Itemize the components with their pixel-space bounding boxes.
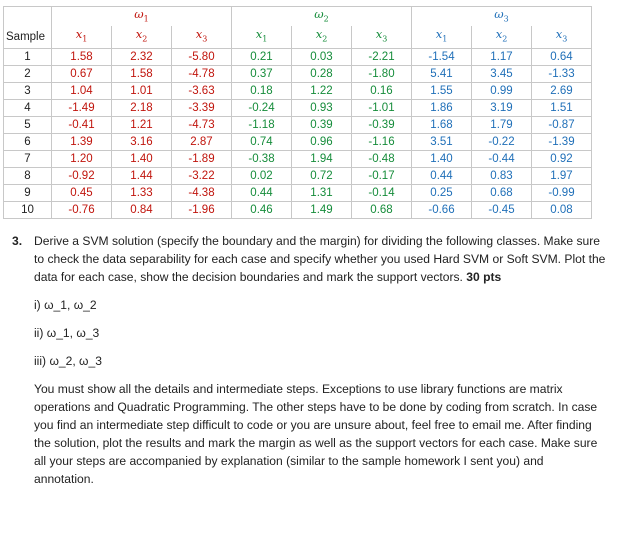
value-cell-w3-x1: 5.41 bbox=[412, 65, 472, 82]
value-cell-w2-x1: 0.74 bbox=[232, 133, 292, 150]
value-cell-w2-x2: 0.72 bbox=[292, 167, 352, 184]
variable-symbol: x bbox=[135, 27, 143, 42]
value-cell-w3-x2: 1.17 bbox=[472, 48, 532, 65]
table-row bbox=[4, 184, 592, 201]
variable-header-x3 bbox=[532, 26, 592, 48]
sample-number-cell: 1 bbox=[4, 48, 52, 65]
table-row bbox=[4, 201, 592, 218]
question-prompt-text: Derive a SVM solution (specify the boundary and the margin) for dividing the following classes. Make sure to check the data separability for each case and specify whether you used Hard SVM or Soft SVM. Plot the data for each case, show the decision boundaries and mark the support vectors. bbox=[34, 234, 606, 284]
value-cell-w1-x2: 1.58 bbox=[112, 65, 172, 82]
value-cell-w1-x3: -3.39 bbox=[172, 99, 232, 116]
variable-header-x2 bbox=[472, 26, 532, 48]
table-row bbox=[4, 99, 592, 116]
value-cell-w3-x2: 0.99 bbox=[472, 82, 532, 99]
value-cell-w1-x3: -3.63 bbox=[172, 82, 232, 99]
variable-header-x1 bbox=[52, 26, 112, 48]
sample-number-cell: 7 bbox=[4, 150, 52, 167]
sample-number-cell: 9 bbox=[4, 184, 52, 201]
question-prompt bbox=[34, 232, 606, 286]
variable-header-x3 bbox=[172, 26, 232, 48]
value-cell-w2-x1: -0.38 bbox=[232, 150, 292, 167]
value-cell-w1-x1: -0.76 bbox=[52, 201, 112, 218]
variable-symbol: x bbox=[435, 27, 443, 42]
value-cell-w1-x3: -3.22 bbox=[172, 167, 232, 184]
variable-symbol: x bbox=[375, 27, 383, 42]
class-header-w1 bbox=[52, 7, 232, 27]
variable-index: 1 bbox=[82, 34, 88, 44]
value-cell-w3-x2: 0.68 bbox=[472, 184, 532, 201]
value-cell-w1-x3: -4.78 bbox=[172, 65, 232, 82]
value-cell-w3-x1: 1.68 bbox=[412, 116, 472, 133]
value-cell-w2-x3: -0.17 bbox=[352, 167, 412, 184]
value-cell-w2-x1: -0.24 bbox=[232, 99, 292, 116]
sample-number-cell: 6 bbox=[4, 133, 52, 150]
variable-symbol: x bbox=[315, 27, 323, 42]
class-index: 1 bbox=[143, 14, 149, 24]
value-cell-w2-x1: 0.02 bbox=[232, 167, 292, 184]
question-number: 3. bbox=[12, 234, 23, 248]
value-cell-w3-x3: 2.69 bbox=[532, 82, 592, 99]
value-cell-w1-x2: 1.44 bbox=[112, 167, 172, 184]
value-cell-w2-x3: -0.14 bbox=[352, 184, 412, 201]
corner-cell bbox=[4, 7, 52, 27]
table-row bbox=[4, 133, 592, 150]
value-cell-w2-x1: 0.37 bbox=[232, 65, 292, 82]
value-cell-w2-x3: -2.21 bbox=[352, 48, 412, 65]
value-cell-w3-x3: 0.92 bbox=[532, 150, 592, 167]
case-item-3: iii) ω_2, ω_3 bbox=[34, 354, 102, 368]
value-cell-w3-x2: -0.45 bbox=[472, 201, 532, 218]
value-cell-w1-x1: -0.92 bbox=[52, 167, 112, 184]
value-cell-w2-x2: 1.22 bbox=[292, 82, 352, 99]
value-cell-w2-x3: -1.01 bbox=[352, 99, 412, 116]
class-header-w2 bbox=[232, 7, 412, 27]
table-row bbox=[4, 82, 592, 99]
value-cell-w1-x3: -4.73 bbox=[172, 116, 232, 133]
variable-index: 2 bbox=[142, 34, 148, 44]
value-cell-w1-x1: 1.04 bbox=[52, 82, 112, 99]
value-cell-w2-x2: 0.28 bbox=[292, 65, 352, 82]
value-cell-w1-x2: 0.84 bbox=[112, 201, 172, 218]
table-row bbox=[4, 150, 592, 167]
case-item-1: i) ω_1, ω_2 bbox=[34, 298, 97, 312]
variable-header-row bbox=[4, 26, 592, 48]
value-cell-w3-x3: -1.39 bbox=[532, 133, 592, 150]
sample-number-cell: 3 bbox=[4, 82, 52, 99]
value-cell-w3-x1: -0.66 bbox=[412, 201, 472, 218]
value-cell-w1-x3: 2.87 bbox=[172, 133, 232, 150]
variable-header-x2 bbox=[292, 26, 352, 48]
value-cell-w3-x1: 0.25 bbox=[412, 184, 472, 201]
value-cell-w2-x2: 0.93 bbox=[292, 99, 352, 116]
value-cell-w2-x2: 1.31 bbox=[292, 184, 352, 201]
variable-index: 1 bbox=[262, 34, 268, 44]
value-cell-w2-x1: -1.18 bbox=[232, 116, 292, 133]
table-row bbox=[4, 116, 592, 133]
value-cell-w2-x1: 0.44 bbox=[232, 184, 292, 201]
value-cell-w3-x3: -0.99 bbox=[532, 184, 592, 201]
value-cell-w3-x3: -1.33 bbox=[532, 65, 592, 82]
sample-number-cell: 2 bbox=[4, 65, 52, 82]
value-cell-w2-x1: 0.46 bbox=[232, 201, 292, 218]
table-row bbox=[4, 65, 592, 82]
value-cell-w3-x3: 1.51 bbox=[532, 99, 592, 116]
variable-index: 2 bbox=[322, 34, 328, 44]
value-cell-w1-x1: -1.49 bbox=[52, 99, 112, 116]
instructions-paragraph: You must show all the details and intermediate steps. Exceptions to use library functions are matrix operations and Quadratic Programming. The other steps have to be done by coding from scratch. In case you find an intermediate step difficult to code or you are unsure about, feel free to email me. After finding the solution, plot the results and mark the margin as well as the support vectors for each case. Make sure all your steps are accompanied by explanation (similar to the sample homework I sent you) and annotation. bbox=[34, 382, 598, 486]
value-cell-w2-x3: -1.16 bbox=[352, 133, 412, 150]
value-cell-w2-x3: -1.80 bbox=[352, 65, 412, 82]
value-cell-w2-x2: 0.96 bbox=[292, 133, 352, 150]
variable-symbol: x bbox=[255, 27, 263, 42]
value-cell-w1-x1: 1.39 bbox=[52, 133, 112, 150]
value-cell-w2-x2: 0.39 bbox=[292, 116, 352, 133]
variable-symbol: x bbox=[555, 27, 563, 42]
class-header-w3 bbox=[412, 7, 592, 27]
value-cell-w2-x3: 0.16 bbox=[352, 82, 412, 99]
value-cell-w1-x3: -5.80 bbox=[172, 48, 232, 65]
class-symbol: ω bbox=[314, 7, 324, 21]
variable-symbol: x bbox=[495, 27, 503, 42]
value-cell-w3-x3: 0.64 bbox=[532, 48, 592, 65]
value-cell-w1-x3: -1.89 bbox=[172, 150, 232, 167]
value-cell-w3-x1: 0.44 bbox=[412, 167, 472, 184]
value-cell-w1-x1: 0.67 bbox=[52, 65, 112, 82]
value-cell-w3-x3: 1.97 bbox=[532, 167, 592, 184]
variable-symbol: x bbox=[195, 27, 203, 42]
value-cell-w1-x3: -4.38 bbox=[172, 184, 232, 201]
variable-header-x3 bbox=[352, 26, 412, 48]
value-cell-w2-x2: 0.03 bbox=[292, 48, 352, 65]
data-table bbox=[3, 6, 592, 219]
variable-index: 3 bbox=[202, 34, 208, 44]
class-symbol: ω bbox=[494, 7, 504, 21]
question-block bbox=[34, 232, 606, 488]
variable-index: 1 bbox=[442, 34, 448, 44]
table-row bbox=[4, 48, 592, 65]
value-cell-w1-x2: 1.40 bbox=[112, 150, 172, 167]
value-cell-w3-x1: -1.54 bbox=[412, 48, 472, 65]
value-cell-w3-x1: 3.51 bbox=[412, 133, 472, 150]
sample-number-cell: 8 bbox=[4, 167, 52, 184]
class-index: 3 bbox=[503, 14, 509, 24]
variable-symbol: x bbox=[75, 27, 83, 42]
sample-number-cell: 5 bbox=[4, 116, 52, 133]
sample-number-cell: 10 bbox=[4, 201, 52, 218]
value-cell-w3-x2: -0.44 bbox=[472, 150, 532, 167]
class-symbol: ω bbox=[134, 7, 144, 21]
question-points: 30 pts bbox=[466, 270, 502, 284]
value-cell-w1-x1: 1.58 bbox=[52, 48, 112, 65]
value-cell-w1-x2: 1.33 bbox=[112, 184, 172, 201]
value-cell-w3-x1: 1.86 bbox=[412, 99, 472, 116]
value-cell-w2-x3: -0.39 bbox=[352, 116, 412, 133]
value-cell-w2-x3: 0.68 bbox=[352, 201, 412, 218]
value-cell-w3-x3: 0.08 bbox=[532, 201, 592, 218]
case-item-2: ii) ω_1, ω_3 bbox=[34, 326, 100, 340]
value-cell-w2-x2: 1.49 bbox=[292, 201, 352, 218]
variable-index: 2 bbox=[502, 34, 508, 44]
table-row bbox=[4, 167, 592, 184]
value-cell-w1-x3: -1.96 bbox=[172, 201, 232, 218]
value-cell-w1-x2: 3.16 bbox=[112, 133, 172, 150]
class-index: 2 bbox=[323, 14, 329, 24]
value-cell-w1-x2: 2.32 bbox=[112, 48, 172, 65]
value-cell-w1-x1: 1.20 bbox=[52, 150, 112, 167]
value-cell-w3-x2: 3.19 bbox=[472, 99, 532, 116]
value-cell-w2-x2: 1.94 bbox=[292, 150, 352, 167]
value-cell-w1-x2: 1.01 bbox=[112, 82, 172, 99]
value-cell-w2-x1: 0.21 bbox=[232, 48, 292, 65]
value-cell-w1-x1: -0.41 bbox=[52, 116, 112, 133]
class-header-row bbox=[4, 7, 592, 27]
variable-header-x2 bbox=[112, 26, 172, 48]
value-cell-w1-x2: 2.18 bbox=[112, 99, 172, 116]
value-cell-w3-x2: 0.83 bbox=[472, 167, 532, 184]
value-cell-w3-x2: 3.45 bbox=[472, 65, 532, 82]
value-cell-w3-x1: 1.40 bbox=[412, 150, 472, 167]
variable-index: 3 bbox=[562, 34, 568, 44]
value-cell-w1-x1: 0.45 bbox=[52, 184, 112, 201]
sample-number-cell: 4 bbox=[4, 99, 52, 116]
variable-header-x1 bbox=[412, 26, 472, 48]
variable-header-x1 bbox=[232, 26, 292, 48]
value-cell-w3-x2: 1.79 bbox=[472, 116, 532, 133]
value-cell-w2-x3: -0.48 bbox=[352, 150, 412, 167]
value-cell-w3-x2: -0.22 bbox=[472, 133, 532, 150]
value-cell-w3-x1: 1.55 bbox=[412, 82, 472, 99]
value-cell-w1-x2: 1.21 bbox=[112, 116, 172, 133]
table-body bbox=[4, 7, 592, 219]
value-cell-w3-x3: -0.87 bbox=[532, 116, 592, 133]
sample-column-header: Sample bbox=[4, 26, 52, 48]
variable-index: 3 bbox=[382, 34, 388, 44]
value-cell-w2-x1: 0.18 bbox=[232, 82, 292, 99]
